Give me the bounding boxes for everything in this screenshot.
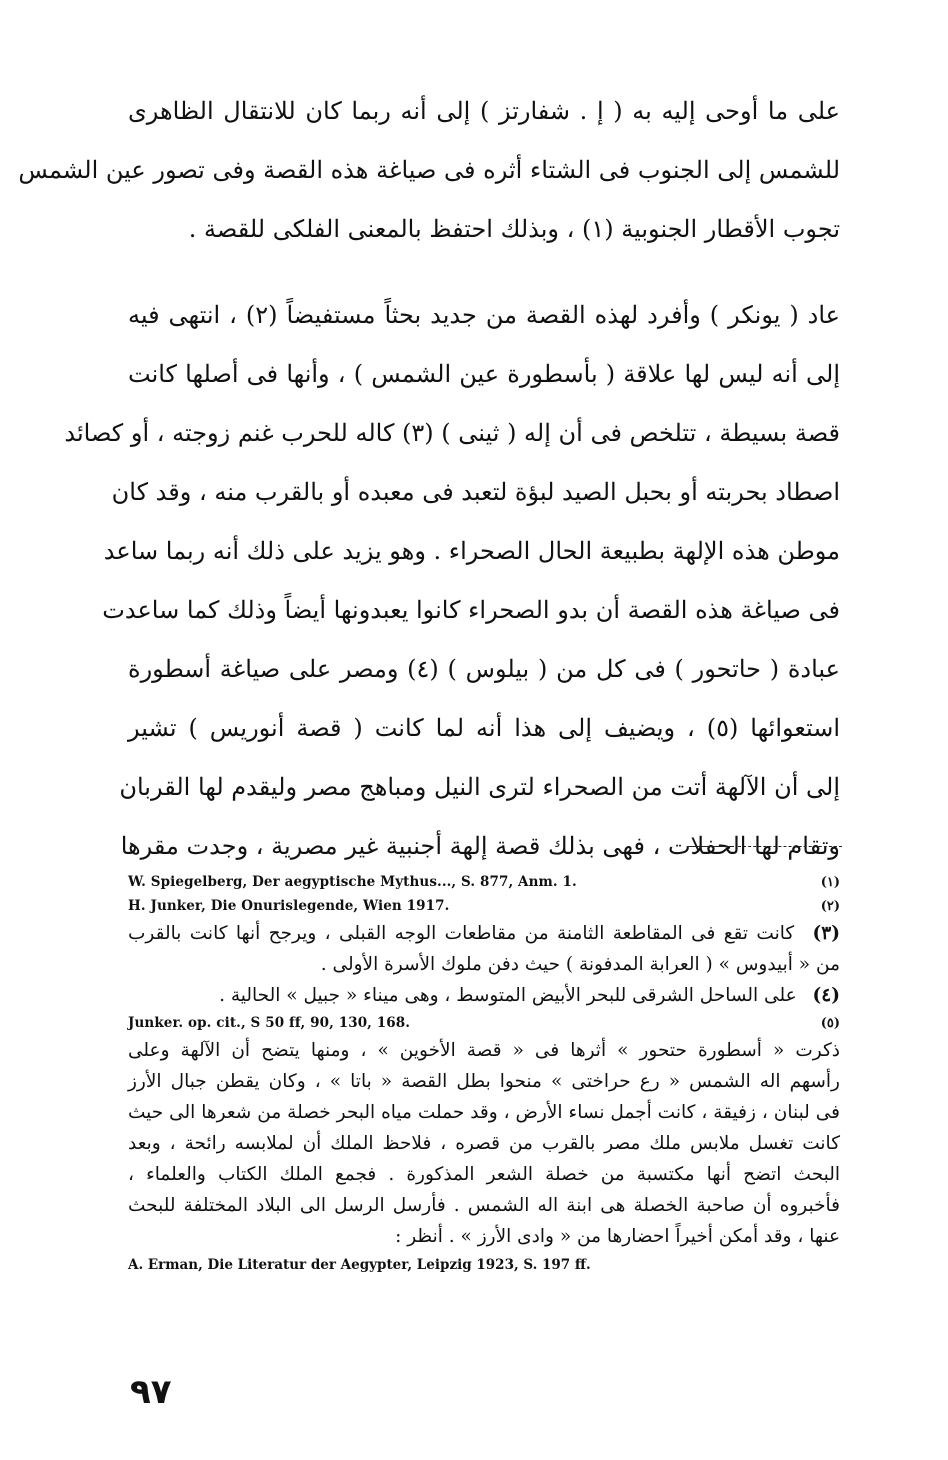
footnote-story-line: رأسهم اله الشمس « رع حراختى » منحوا بطل القصة « باتا » ، وكان يقطن جبال الأرز xyxy=(128,1071,840,1092)
footnote-2 xyxy=(128,894,840,918)
footnote-text: على الساحل الشرقى للبحر الأبيض المتوسط ، وهى ميناء « جبيل » الحالية . xyxy=(219,985,797,1006)
footnote-divider-dashed xyxy=(738,846,842,847)
text-line: موطن هذه الإلهة بطبيعة الحال الصحراء . وهو يزيد على ذلك أنه ربما ساعد xyxy=(103,537,840,565)
footnote-text: Junker. op. cit., S 50 ff, 90, 130, 168. xyxy=(128,1015,411,1031)
footnote-text: كانت تقع فى المقاطعة الثامنة من مقاطعات الوجه القبلى ، ويرجح أنها كانت بالقرب xyxy=(128,923,795,944)
footnote-number: (٤) xyxy=(812,985,840,1006)
footnote-number: (١) xyxy=(820,874,840,890)
text-line: عاد ( يونكر ) وأفرد لهذه القصة من جديد بحثاً مستفيضاً (٢) ، انتهى فيه xyxy=(128,301,841,329)
footnote-reference: A. Erman, Die Literatur der Aegypter, Leipzig 1923, S. 197 ff. xyxy=(128,1257,591,1273)
main-text xyxy=(18,82,841,876)
text-line: إلى أنه ليس لها علاقة ( بأسطورة عين الشمس ) ، وأنها فى أصلها كانت xyxy=(128,360,840,388)
footnote-story-line: فأخبروه أن صاحبة الخصلة هى ابنة اله الشمس . فأرسل الرسل الى البلاد المختلفة للبحث xyxy=(128,1195,840,1216)
footnote-story-line: عنها ، وقد أمكن أخيراً احضارها من « وادى الأرز » . أنظر : xyxy=(395,1226,840,1247)
text-line: استعوائها (٥) ، ويضيف إلى هذا أنه لما كانت ( قصة أنوريس ) تشير xyxy=(128,714,840,742)
page-number: ٩٧ xyxy=(130,1372,172,1412)
footnote-text: W. Spiegelberg, Der aegyptische Mythus..., S. 877, Anm. 1. xyxy=(128,874,577,890)
footnote-5 xyxy=(128,1011,840,1035)
footnote-story-line: كانت تغسل ملابس ملك مصر بالقرب من قصره ، فلاحظ الملك أن لملابسه رائحة ، وبعد xyxy=(128,1133,840,1154)
text-line: قصة بسيطة ، تتلخص فى أن إله ( ثينى ) (٣) كاله للحرب غنم زوجته ، أو كصائد xyxy=(64,419,840,447)
footnote-3 xyxy=(128,918,840,949)
text-line: للشمس إلى الجنوب فى الشتاء أثره فى صياغة هذه القصة وفى تصور عين الشمس xyxy=(18,156,840,184)
text-line: تجوب الأقطار الجنوبية (١) ، وبذلك احتفظ بالمعنى الفلكى للقصة . xyxy=(188,215,840,243)
text-line: اصطاد بحربته أو بحبل الصيد لبؤة لتعبد فى معبده أو بالقرب منه ، وقد كان xyxy=(111,478,840,506)
footnote-text: H. Junker, Die Onurislegende, Wien 1917. xyxy=(128,898,450,914)
footnote-1 xyxy=(128,870,840,894)
text-line: فى صياغة هذه القصة أن بدو الصحراء كانوا يعبدونها أيضاً وذلك كما ساعدت xyxy=(102,596,840,624)
text-line: إلى أن الآلهة أتت من الصحراء لترى النيل ومباهج مصر وليقدم لها القربان xyxy=(119,773,840,801)
footnote-4 xyxy=(128,980,840,1011)
footnote-3-continued: من « أبيدوس » ( العرابة المدفونة ) حيث دفن ملوك الأسرة الأولى . xyxy=(320,954,840,975)
footnote-story-line: البحث اتضح أنها مكتسبة من خصلة الشعر المذكورة . فجمع الملك الكتاب والعلماء ، xyxy=(128,1164,840,1185)
paragraph-gap xyxy=(128,259,840,286)
text-line: عبادة ( حاتحور ) فى كل من ( بيلوس ) (٤) ومصر على صياغة أسطورة xyxy=(128,655,840,683)
footnote-number: (٥) xyxy=(820,1015,840,1031)
footnotes xyxy=(128,870,840,1278)
text-line: على ما أوحى إليه به ( إ . شفارتز ) إلى أنه ربما كان للانتقال الظاهرى xyxy=(128,97,840,125)
footnote-number: (٢) xyxy=(820,898,840,914)
text-line: وتقام لها الحفلات ، فهى بذلك قصة إلهة أجنبية غير مصرية ، وجدت مقرها xyxy=(120,832,840,860)
footnote-divider xyxy=(688,846,734,847)
footnote-story-line: ذكرت « أسطورة حتحور » أثرها فى « قصة الأخوين » ، ومنها يتضح أن الآلهة وعلى xyxy=(128,1040,840,1061)
footnote-story-line: فى لبنان ، زفيقة ، كانت أجمل نساء الأرض ، وقد حملت مياه البحر خصلة من شعرها الى حيث xyxy=(128,1102,840,1123)
footnote-number: (٣) xyxy=(812,923,840,944)
